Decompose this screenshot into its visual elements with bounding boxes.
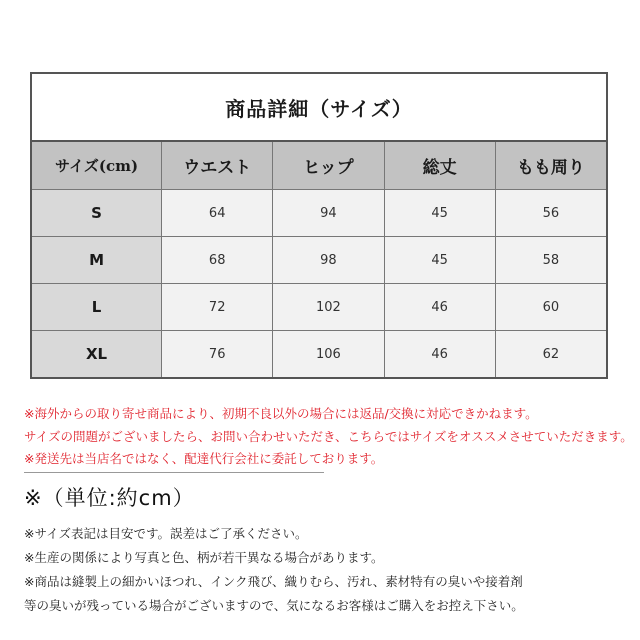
size-label: S	[32, 190, 161, 236]
red-note-return-policy: ※海外からの取り寄せ商品により、初期不良以外の場合には返品/交換に対応できかねます。	[24, 406, 538, 421]
length-value: 46	[384, 284, 495, 330]
waist-value: 76	[161, 331, 272, 377]
unit-heading: ※（単位:約cm）	[24, 486, 195, 510]
size-table	[30, 72, 608, 379]
table-row	[32, 283, 606, 330]
size-label: M	[32, 237, 161, 283]
red-notes	[24, 403, 633, 471]
hip-value: 102	[272, 284, 383, 330]
header-hip: ヒップ	[272, 142, 383, 189]
header-thigh: もも周り	[495, 142, 606, 189]
header-length: 総丈	[384, 142, 495, 189]
divider	[24, 472, 324, 473]
note-defects: ※商品は縫製上の細かいほつれ、インク飛び、織りむら、汚れ、素材特有の臭いや接着剤	[24, 574, 523, 589]
thigh-value: 56	[495, 190, 606, 236]
thigh-value: 58	[495, 237, 606, 283]
table-title: 商品詳細（サイズ）	[32, 74, 606, 142]
note-color-difference: ※生産の関係により写真と色、柄が若干異なる場合があります。	[24, 550, 384, 565]
waist-value: 72	[161, 284, 272, 330]
length-value: 45	[384, 190, 495, 236]
hip-value: 106	[272, 331, 383, 377]
note-odor: 等の臭いが残っている場合がございますので、気になるお客様はご購入をお控え下さい。	[24, 598, 524, 613]
table-row	[32, 330, 606, 377]
header-waist: ウエスト	[161, 142, 272, 189]
table-row	[32, 189, 606, 236]
length-value: 46	[384, 331, 495, 377]
thigh-value: 60	[495, 284, 606, 330]
waist-value: 64	[161, 190, 272, 236]
size-label: L	[32, 284, 161, 330]
table-row	[32, 236, 606, 283]
waist-value: 68	[161, 237, 272, 283]
length-value: 45	[384, 237, 495, 283]
table-header-row	[32, 142, 606, 189]
thigh-value: 62	[495, 331, 606, 377]
hip-value: 98	[272, 237, 383, 283]
hip-value: 94	[272, 190, 383, 236]
size-label: XL	[32, 331, 161, 377]
header-size: サイズ(cm)	[32, 142, 161, 189]
black-notes	[24, 522, 624, 618]
red-note-size-advice: サイズの問題がございましたら、お問い合わせいただき、こちらではサイズをオススメさせていただきます。	[24, 428, 633, 444]
note-size-guide: ※サイズ表記は目安です。誤差はご了承ください。	[24, 526, 308, 541]
red-note-shipping: ※発送先は当店名ではなく、配達代行会社に委託しております。	[24, 451, 384, 466]
